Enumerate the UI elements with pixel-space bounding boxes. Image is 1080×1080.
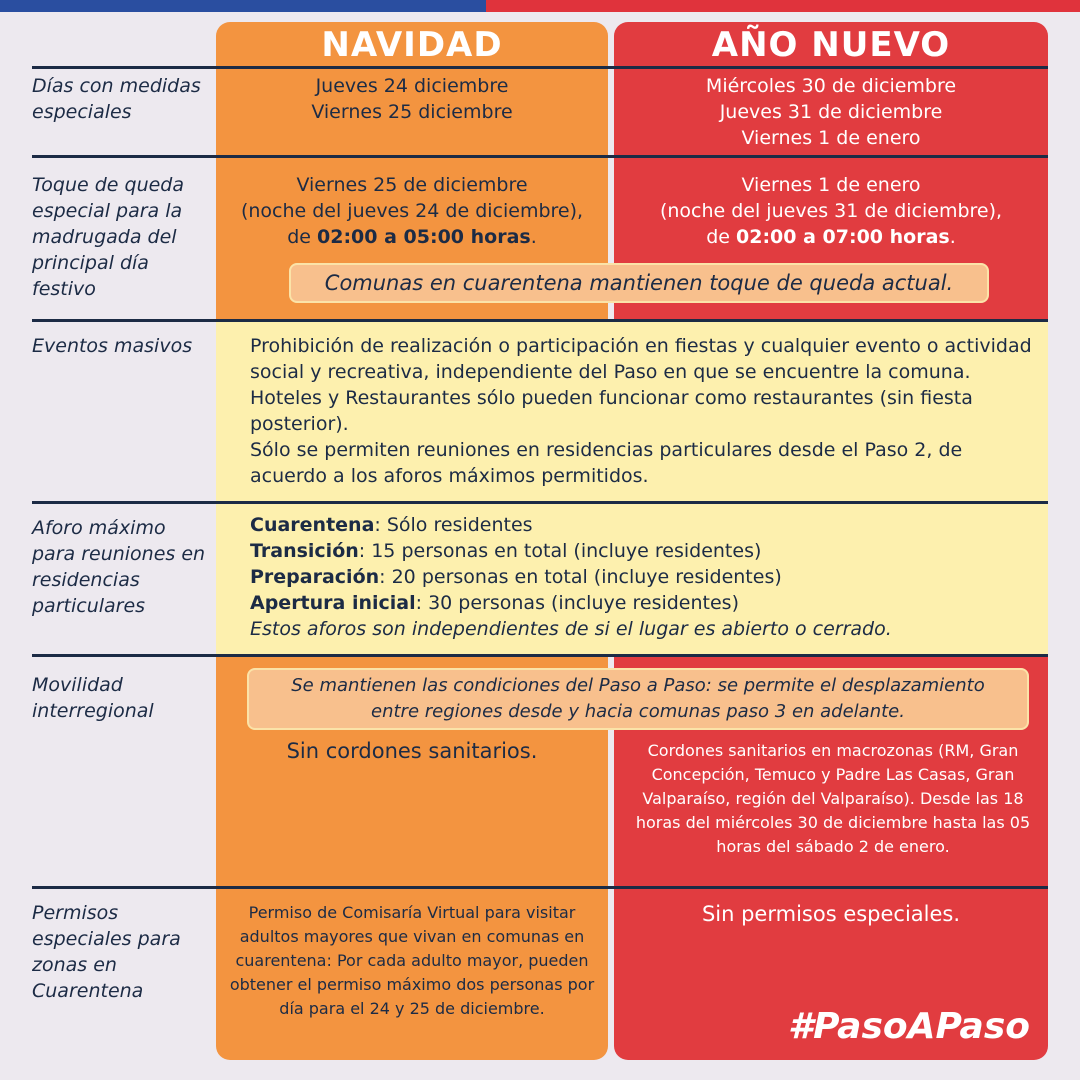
toque-ano-nuevo xyxy=(614,172,1048,250)
divider xyxy=(32,66,1048,69)
dias-navidad-line: Viernes 25 diciembre xyxy=(311,101,513,123)
movilidad-note: Se mantienen las condiciones del Paso a Paso: se permite el desplazamiento entre regiones desde y hacia comunas paso 3 en adelante. xyxy=(247,668,1029,730)
permisos-navidad: Permiso de Comisaría Virtual para visitar adultos mayores que vivan en comunas en cuarentena: Por cada adulto mayor, pueden obtener el permiso máximo dos personas por día para el 24 y 25 de diciembre. xyxy=(229,903,595,1018)
navidad-header: NAVIDAD xyxy=(321,25,503,65)
row-label-toque: Toque de queda especial para la madrugada del principal día festivo xyxy=(32,174,184,300)
aforo-item: Cuarentena: Sólo residentes xyxy=(250,514,533,536)
permisos-ano-nuevo: Sin permisos especiales. xyxy=(701,902,961,926)
hashtag: #PasoAPaso xyxy=(788,1006,1030,1047)
divider xyxy=(32,501,1048,504)
ano-nuevo-header: AÑO NUEVO xyxy=(711,25,951,65)
divider xyxy=(32,319,1048,322)
toque-cuarentena-note: Comunas en cuarentena mantienen toque de queda actual. xyxy=(289,263,989,303)
toque-navidad-hours: de 02:00 a 05:00 horas. xyxy=(287,226,537,248)
toque-navidad-line: (noche del jueves 24 de diciembre), xyxy=(240,200,584,222)
aforo-list xyxy=(250,512,1040,642)
toque-navidad-line: Viernes 25 de diciembre xyxy=(296,174,528,196)
toque-ano-line: (noche del jueves 31 de diciembre), xyxy=(659,200,1003,222)
aforo-item: Transición: 15 personas en total (incluye residentes) xyxy=(250,540,762,562)
dias-ano-line: Viernes 1 de enero xyxy=(741,127,921,149)
dias-navidad xyxy=(216,73,608,125)
row-label-eventos: Eventos masivos xyxy=(32,335,193,357)
divider xyxy=(32,654,1048,657)
dias-ano-nuevo xyxy=(614,73,1048,151)
eventos-text xyxy=(250,333,1040,489)
eventos-paragraph: Sólo se permiten reuniones en residencias particulares desde el Paso 2, de acuerdo a los aforos máximos permitidos. xyxy=(250,439,963,487)
toque-navidad xyxy=(216,172,608,250)
row-label-permisos: Permisos especiales para zonas en Cuarentena xyxy=(32,902,181,1002)
movilidad-navidad: Sin cordones sanitarios. xyxy=(286,739,538,763)
row-label-dias: Días con medidas especiales xyxy=(32,75,201,123)
movilidad-ano-nuevo: Cordones sanitarios en macrozonas (RM, Gran Concepción, Temuco y Padre Las Casas, Gran Valparaíso, región del Valparaíso). Desde las 18 horas del miércoles 30 de diciembre hasta las 05 horas del sábado 2 de enero. xyxy=(635,741,1031,856)
aforo-item: Apertura inicial: 30 personas (incluye residentes) xyxy=(250,592,739,614)
dias-navidad-line: Jueves 24 diciembre xyxy=(315,75,509,97)
top-bar-red xyxy=(486,0,1080,12)
aforo-item: Preparación: 20 personas en total (incluye residentes) xyxy=(250,566,782,588)
divider xyxy=(32,886,1048,889)
toque-ano-line: Viernes 1 de enero xyxy=(741,174,921,196)
divider xyxy=(32,155,1048,158)
dias-ano-line: Miércoles 30 de diciembre xyxy=(705,75,957,97)
row-label-aforo: Aforo máximo para reuniones en residencias particulares xyxy=(32,517,206,617)
eventos-paragraph: Prohibición de realización o participación en fiestas y cualquier evento o actividad social y recreativa, independiente del Paso en que se encuentre la comuna. Hoteles y Restaurantes sólo pueden funcionar como restaurantes (sin fiesta posterior). xyxy=(250,335,1032,435)
dias-ano-line: Jueves 31 de diciembre xyxy=(719,101,943,123)
row-label-movilidad: Movilidad interregional xyxy=(32,674,154,722)
top-bar-blue xyxy=(0,0,486,12)
toque-ano-hours: de 02:00 a 07:00 horas. xyxy=(706,226,956,248)
aforo-note: Estos aforos son independientes de si el lugar es abierto o cerrado. xyxy=(250,618,892,640)
